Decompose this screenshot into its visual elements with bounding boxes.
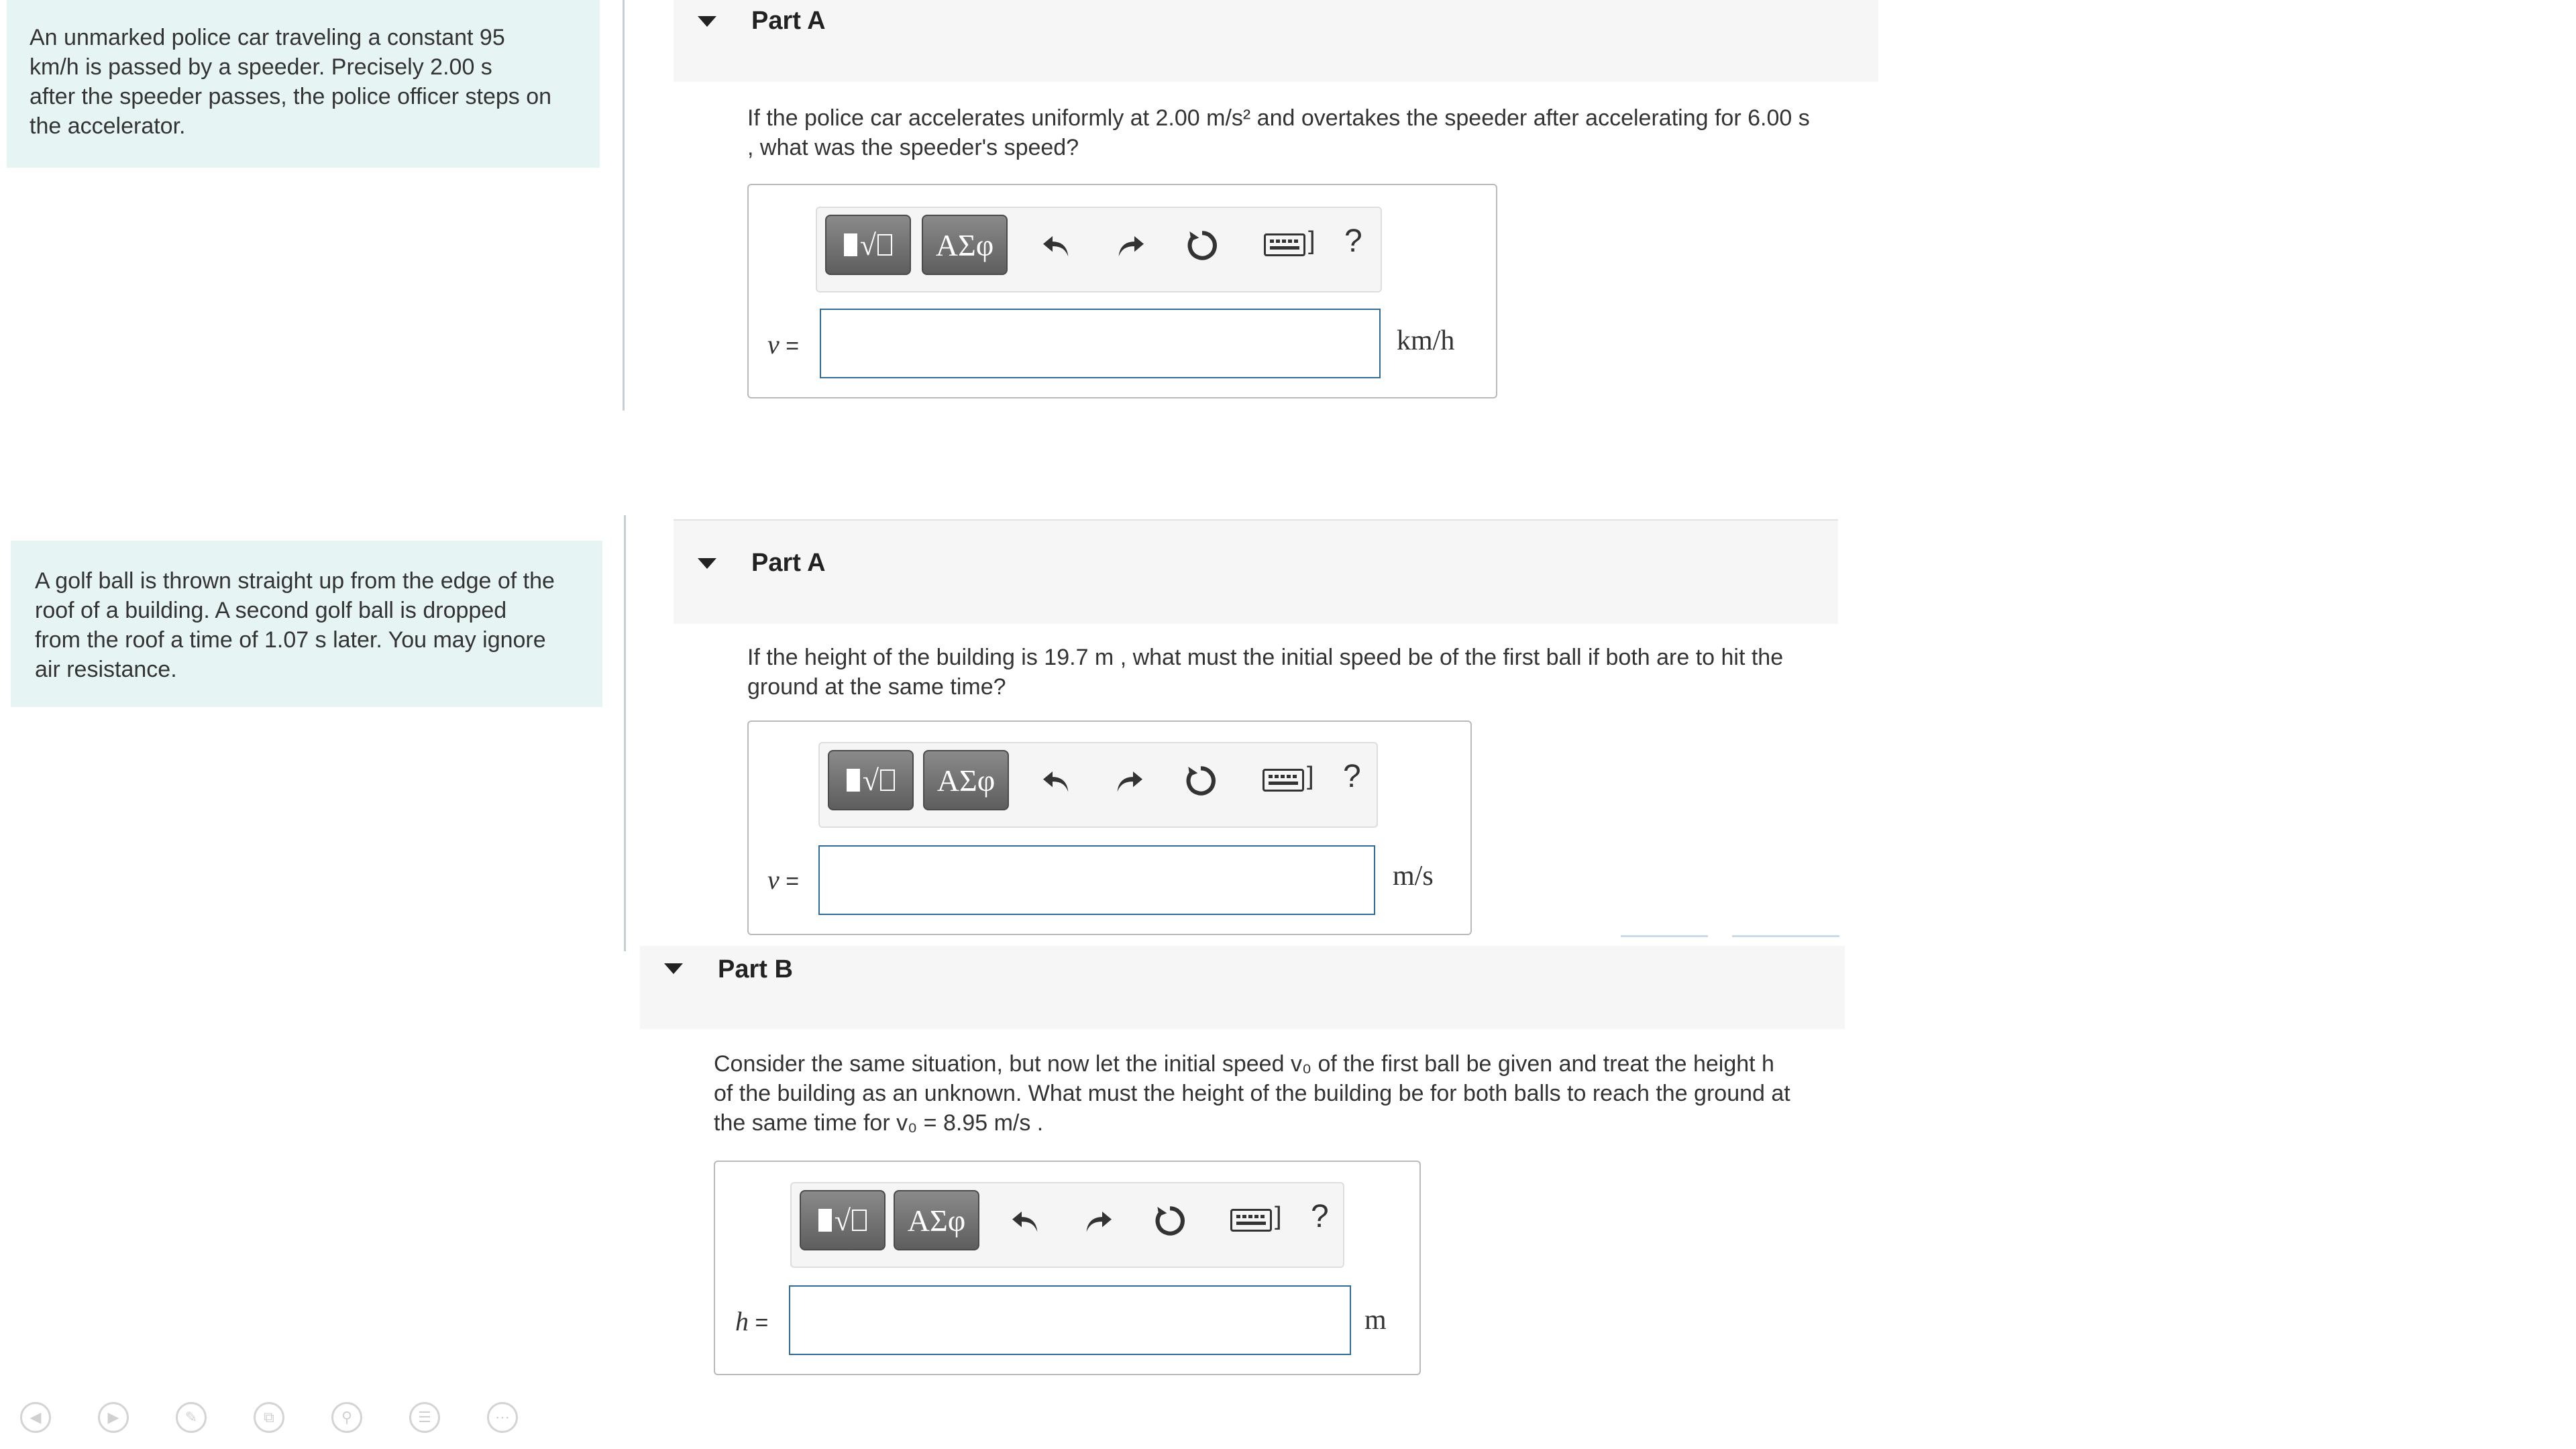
- redo-icon[interactable]: [1110, 762, 1147, 800]
- undo-icon[interactable]: [1008, 1202, 1045, 1240]
- symbols-button[interactable]: ΑΣφ: [922, 215, 1008, 275]
- variable-label: h =: [735, 1306, 769, 1336]
- keyboard-bracket: ]: [1275, 1202, 1282, 1230]
- reset-icon[interactable]: [1183, 227, 1221, 264]
- question-3-line-2: of the building as an unknown. What must the height of the building be for both balls to reach the ground at: [714, 1081, 1790, 1106]
- variable-label: v =: [767, 329, 800, 360]
- keyboard-icon[interactable]: [1264, 233, 1305, 256]
- hint-underline: [1621, 935, 1708, 937]
- question-1-line-1: If the police car accelerates uniformly at 2.00 m/s² and overtakes the speeder after accelerating for 6.00 s: [747, 105, 1810, 131]
- part-title: Part A: [751, 7, 826, 35]
- question-3: [714, 1049, 1868, 1138]
- hint-underline: [1732, 935, 1839, 937]
- reset-icon[interactable]: [1182, 762, 1220, 800]
- unit-label: m: [1364, 1305, 1387, 1336]
- problem-statement-2: [11, 541, 602, 707]
- part-header-3[interactable]: [640, 946, 1845, 1029]
- problem-statement-1: [7, 0, 600, 168]
- copy-icon[interactable]: ⧉: [254, 1402, 284, 1433]
- problem-2-line-3: from the roof a time of 1.07 s later. You may ignore: [35, 627, 546, 653]
- collapse-triangle-icon[interactable]: [664, 963, 683, 974]
- keyboard-bracket: ]: [1307, 762, 1314, 790]
- divider-1: [623, 0, 625, 411]
- problem-1-line-4: the accelerator.: [30, 113, 186, 139]
- part-title: Part B: [718, 955, 793, 983]
- question-2: [747, 643, 1888, 702]
- problem-2-line-1: A golf ball is thrown straight up from the edge of the: [35, 568, 555, 594]
- problem-1-line-3: after the speeder passes, the police officer steps on: [30, 84, 552, 109]
- question-2-line-2: ground at the same time?: [747, 674, 1006, 700]
- question-1: [747, 103, 1888, 162]
- equation-toolbar: [790, 1182, 1344, 1268]
- unit-label: km/h: [1397, 325, 1455, 356]
- search-icon[interactable]: ⚲: [331, 1402, 362, 1433]
- keyboard-bracket: ]: [1308, 227, 1316, 255]
- equation-toolbar: [818, 742, 1378, 828]
- redo-icon[interactable]: [1079, 1202, 1116, 1240]
- question-1-line-2: , what was the speeder's speed?: [747, 135, 1079, 160]
- list-icon[interactable]: ☰: [409, 1402, 440, 1433]
- unit-label: m/s: [1393, 861, 1434, 892]
- symbols-button[interactable]: ΑΣφ: [923, 750, 1009, 810]
- play-icon[interactable]: ▶: [98, 1402, 129, 1433]
- part-header-2[interactable]: [674, 519, 1838, 624]
- templates-button[interactable]: √: [828, 750, 914, 810]
- answer-input[interactable]: [820, 309, 1381, 378]
- equation-toolbar: [816, 207, 1382, 292]
- problem-1-line-1: An unmarked police car traveling a constant 95: [30, 25, 505, 50]
- back-icon[interactable]: ◀: [20, 1402, 51, 1433]
- question-3-line-3: the same time for v₀ = 8.95 m/s .: [714, 1110, 1044, 1136]
- problem-2-line-2: roof of a building. A second golf ball is dropped: [35, 598, 507, 623]
- collapse-triangle-icon[interactable]: [698, 558, 716, 569]
- problem-1-line-2: km/h is passed by a speeder. Precisely 2.00 s: [30, 54, 492, 80]
- undo-icon[interactable]: [1038, 762, 1076, 800]
- help-icon[interactable]: ?: [1311, 1199, 1329, 1234]
- collapse-triangle-icon[interactable]: [698, 16, 716, 27]
- problem-2-line-4: air resistance.: [35, 657, 177, 682]
- redo-icon[interactable]: [1111, 227, 1148, 264]
- question-2-line-1: If the height of the building is 19.7 m , what must the initial speed be of the first ball if both are to hit the: [747, 645, 1784, 670]
- variable-label: v =: [767, 865, 800, 895]
- answer-box-2: [747, 720, 1472, 935]
- part-header-1[interactable]: [674, 0, 1878, 82]
- pencil-icon[interactable]: ✎: [176, 1402, 207, 1433]
- answer-box-3: [714, 1161, 1421, 1375]
- answer-box-1: [747, 184, 1497, 398]
- answer-input[interactable]: [789, 1285, 1351, 1355]
- templates-button[interactable]: √: [800, 1190, 885, 1250]
- symbols-button[interactable]: ΑΣφ: [894, 1190, 979, 1250]
- divider-2: [624, 515, 626, 951]
- part-title: Part A: [751, 549, 826, 577]
- help-icon[interactable]: ?: [1343, 759, 1361, 794]
- templates-button[interactable]: √: [825, 215, 911, 275]
- keyboard-icon[interactable]: [1263, 769, 1304, 792]
- more-icon[interactable]: ⋯: [487, 1402, 518, 1433]
- undo-icon[interactable]: [1038, 227, 1076, 264]
- question-3-line-1: Consider the same situation, but now let the initial speed v₀ of the first ball be given and treat the height h: [714, 1051, 1774, 1077]
- answer-input[interactable]: [818, 845, 1375, 915]
- keyboard-icon[interactable]: [1230, 1209, 1272, 1232]
- help-icon[interactable]: ?: [1344, 223, 1362, 259]
- reset-icon[interactable]: [1151, 1202, 1189, 1240]
